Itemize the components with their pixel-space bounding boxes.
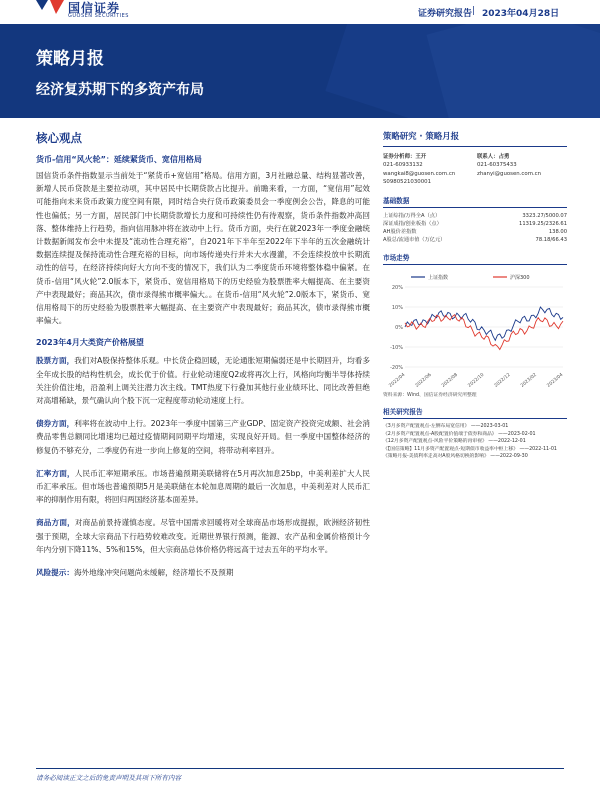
x-tick-label: 2022/04 xyxy=(388,373,407,390)
top-bar xyxy=(0,0,600,24)
intro-paragraph: 国信货币条件指数显示当前处于“紧货币+宽信用”格局。信用方面，3月社融总量、结构显著改善，新增人民币贷款是主要拉动项，其中居民中长期贷款占比提升。前瞻来看，一方面，“宽信用”起效可能指向未来货币政策力度空间有限，同时结合央行货币政策委员会一季度例会公告，降息的可能性也偏低；另一方面，居民部门中长期贷款增长力度和可持续性仍有待观察，货币条件指数冲高回落、整体维持上行趋势，指向信用脉冲将在波动中上行。货币方面，央行在就2023年一季度金融统计数据新闻发布会中未提及“流动性合理充裕”，自2021年下半年至2022年下半年的五次金融统计数据连续提及保持流动性合理充裕的目标，向市场传递央行并未大水漫灌，不会连续投放中长期流动性的信号，在经济持续向好大方向不变的情况下，我们认为二季度货币环境将整体稳中偏紧。在货币-信用“风火轮”2.0版本下，紧货币、宽信用格局下的历史经验为股票胜率大幅提高、在主要资产中表现最好；商品其次，债市录得熊市概率偏大。。在货币-信用“风火轮”2.0版本下，紧货币、宽信用格局下的历史经验为股票胜率大幅提高、在主要资产中表现最好；商品其次，债市录得熊市概率偏大。 xyxy=(36,171,370,326)
data-value: 11319.25/2326.61 xyxy=(519,220,567,227)
related-report-link[interactable]: 《3月多资产配置观点-左侧布局宽信用》 ——2023-03-01 xyxy=(383,424,509,430)
data-value: 78.18/66.43 xyxy=(535,237,567,244)
paragraph-text: 海外地缘冲突问题尚未缓解，经济增长不及预期 xyxy=(73,568,234,578)
related-list xyxy=(383,423,567,460)
analyst-info xyxy=(383,153,567,187)
x-tick-label: 2023/02 xyxy=(520,373,538,390)
paragraph-lead: 汇率方面， xyxy=(36,468,75,478)
analyst-card xyxy=(477,153,567,187)
related-report-link[interactable]: 《12月多资产配置观点-风险平价策略的再审视》 ——2022-12-01 xyxy=(383,439,526,445)
main-content xyxy=(36,130,370,589)
market-trend-chart xyxy=(383,269,567,389)
analyst-role: 证券分析师：王开 xyxy=(383,154,427,160)
basic-data-title: 基础数据 xyxy=(383,195,567,208)
risk-paragraph xyxy=(36,566,370,579)
footer-disclaimer: 请务必阅读正文之后的免责声明及其项下所有内容 xyxy=(36,774,182,782)
related-report-link[interactable]: 《【国信策略】11月多资产配置观点-短期债市收益率中枢上移》 ——2022-11-01 xyxy=(383,446,557,452)
page-title: 策略月报 xyxy=(36,49,104,69)
x-tick-label: 2022/12 xyxy=(493,373,512,390)
logo-text: 国信证券 xyxy=(68,1,121,15)
paragraph-text: 利率将在波动中上行。2023年一季度中国第三产业GDP、固定资产投资完成额、社会消费品零售总额同比增速均已超过疫情期间同期平均增速，实现良好开局。但一季度中国整体经济的修复仍不够充分，二季度仍有进一步向上修复的空间，将带动利率回升。 xyxy=(36,419,370,455)
analyst-phone: 021-60375433 xyxy=(477,162,517,169)
x-tick-label: 2022/10 xyxy=(467,373,486,390)
x-tick-label: 2022/06 xyxy=(414,373,433,390)
related-title: 相关研究报告 xyxy=(383,406,567,419)
analyst-card xyxy=(383,153,473,187)
y-tick-label: 0% xyxy=(395,325,403,332)
series-line xyxy=(405,307,563,340)
data-value: 138.00 xyxy=(548,229,567,236)
y-tick-label: -10% xyxy=(390,345,403,352)
title-banner xyxy=(0,24,600,118)
legend-label: 上证指数 xyxy=(428,275,449,282)
report-type: 证券研究报告 xyxy=(418,9,473,19)
chart-source: 资料来源：Wind、国信证券经济研究所整理 xyxy=(383,393,477,399)
x-tick-label: 2022/08 xyxy=(441,373,459,390)
data-value: 3323.27/5000.07 xyxy=(522,212,567,219)
trend-title: 市场走势 xyxy=(383,252,567,265)
y-tick-label: 10% xyxy=(391,305,403,312)
y-tick-label: 20% xyxy=(391,285,403,292)
y-tick-label: -20% xyxy=(390,365,403,372)
series-line xyxy=(405,315,563,350)
commodity-paragraph xyxy=(36,516,370,556)
fx-paragraph xyxy=(36,467,370,507)
data-row xyxy=(383,220,567,228)
data-label: 上证综指/万得全A（点） xyxy=(383,212,441,219)
data-row xyxy=(383,212,567,220)
paragraph-text: 人民币汇率短期承压。市场普遍预期美联储将在5月再次加息25bp，中美利差扩大人民币汇率承压。但市场也普遍预期5月是美联储在本轮加息周期的最后一次加息，中美利差对人民币汇率的抑制作用有限，将回归两国经济基本面差异。 xyxy=(36,468,370,505)
report-date: 2023年04月28日 xyxy=(482,9,560,19)
paragraph-text: 对商品前景持谨慎态度。尽管中国需求回暖将对全球商品市场形成提振，欧洲经济韧性强于预期，全球大宗商品下行趋势较难改变。近期世界银行预测，能源、农产品和金属价格预计今年内分别下降11%、5%和15%，但大宗商品总体价格仍将远高于过去五年的平均水平。 xyxy=(36,518,370,554)
x-tick-label: 2023/04 xyxy=(546,373,565,390)
section-title: 核心观点 xyxy=(36,131,82,145)
analyst-role: 联系人：占勇 xyxy=(477,154,510,160)
view-heading: 2023年4月大类资产价格展望 xyxy=(36,338,144,348)
footer-divider xyxy=(36,768,564,769)
related-report-link[interactable]: 《2月多资产配置观点-A股配置价值端于债券和商品》 ——2023-02-01 xyxy=(383,431,536,437)
bond-paragraph xyxy=(36,417,370,457)
guosen-logo xyxy=(36,0,156,22)
paragraph-lead: 商品方面， xyxy=(36,518,75,528)
analyst-cert: S0980521030001 xyxy=(383,179,432,186)
sidebar xyxy=(383,130,567,460)
paragraph-lead: 风险提示： xyxy=(36,568,74,578)
intro-heading: 货币-信用“风火轮”：延续紧货币、宽信用格局 xyxy=(36,155,202,164)
data-row xyxy=(383,228,567,236)
data-label: AH股价差指数 xyxy=(383,229,417,236)
paragraph-lead: 债券方面， xyxy=(36,419,75,429)
data-label: 深证成指/创业板指（点） xyxy=(383,220,442,227)
header-separator: | xyxy=(472,6,476,16)
paragraph-text: 我们对A股保持整体乐观。中长货企稳回暖，无论通胀短期偏弱还是中长期回升，均看多全年成长股的结构性机会，成长优于价值。行业轮动速度Q2或将再次上行，风格向均衡半导体持续关注价值注地，沿盈利上调关注潜力次主线。TMT热度下行叠加其他行业业绩环比、同比改善但绝对高增稀缺，景气确认向个股下沉一定程度带动轮动速度上行。 xyxy=(36,356,370,406)
logo-sub: GUOSEN SECURITIES xyxy=(68,13,129,19)
logo-icon xyxy=(36,0,64,16)
analyst-phone: 021-60933132 xyxy=(383,162,423,169)
data-row xyxy=(383,236,567,244)
analyst-email[interactable]: wangkai8@guosen.com.cn xyxy=(383,170,456,177)
paragraph-lead: 股票方面， xyxy=(36,356,75,366)
data-label: A股总/流通市值（万亿元） xyxy=(383,237,446,244)
related-report-link[interactable]: 《策略月报-美债利率走高对A股风格切换的影响》 ——2022-09-30 xyxy=(383,454,528,460)
banner-decoration xyxy=(300,24,600,118)
analyst-email[interactable]: zhanyi@guosen.com.cn xyxy=(477,170,542,177)
page-subtitle: 经济复苏期下的多资产布局 xyxy=(36,82,204,98)
basic-data-table xyxy=(383,212,567,245)
legend-label: 沪深300 xyxy=(510,275,530,282)
stock-paragraph xyxy=(36,354,370,407)
trend-chart-svg xyxy=(383,269,567,389)
sidebar-title: 策略研究 · 策略月报 xyxy=(383,130,567,147)
